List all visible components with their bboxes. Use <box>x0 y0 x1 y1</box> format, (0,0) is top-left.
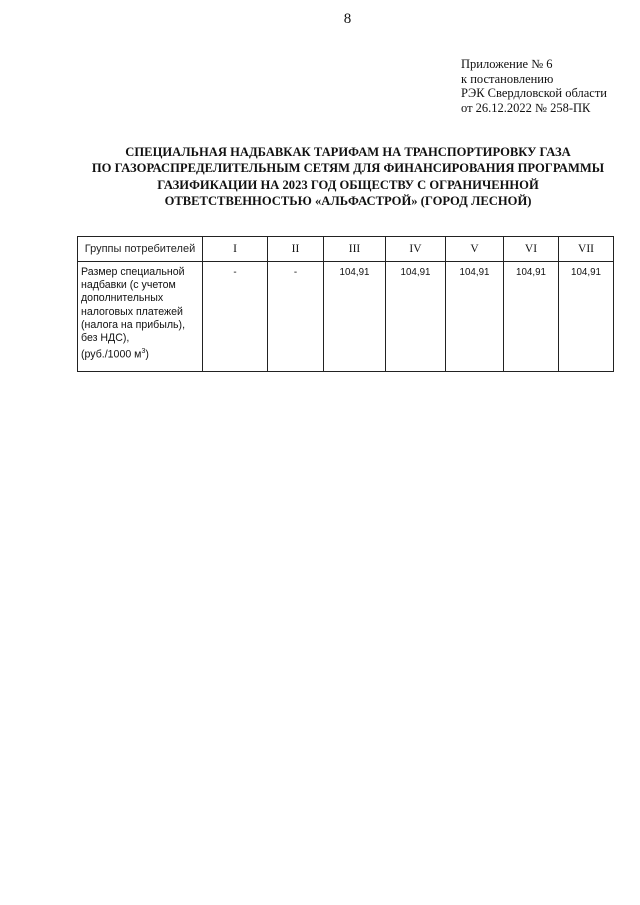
row-label-line: надбавки (с учетом <box>81 279 176 292</box>
value-cell: 104,91 <box>559 262 614 372</box>
value-cell: - <box>203 262 268 372</box>
value-cell: 104,91 <box>324 262 386 372</box>
title-line: ГАЗИФИКАЦИИ НА 2023 ГОД ОБЩЕСТВУ С ОГРАНИЧЕННОЙ <box>157 177 539 192</box>
header-cell: V <box>446 237 504 262</box>
header-cell: II <box>268 237 324 262</box>
row-label-unit <box>81 345 200 362</box>
page-number: 8 <box>343 11 352 27</box>
table-row <box>78 262 614 372</box>
unit-text: (руб./1000 м <box>81 348 142 361</box>
title-line: ОТВЕТСТВЕННОСТЬЮ «АЛЬФАСТРОЙ» (ГОРОД ЛЕСНОЙ) <box>164 193 532 208</box>
title-line: СПЕЦИАЛЬНАЯ НАДБАВКАК ТАРИФАМ НА ТРАНСПОРТИРОВКУ ГАЗА <box>125 145 571 159</box>
appendix-line: к постановлению <box>461 71 554 86</box>
header-cell: IV <box>386 237 446 262</box>
header-cell: VII <box>559 237 614 262</box>
document-title <box>70 144 626 209</box>
value-cell: 104,91 <box>446 262 504 372</box>
table-header-row <box>78 237 614 262</box>
value-cell: 104,91 <box>504 262 559 372</box>
row-label-line: налоговых платежей <box>81 305 183 318</box>
header-cell: III <box>324 237 386 262</box>
value-cell: 104,91 <box>386 262 446 372</box>
header-cell-groups: Группы потребителей <box>78 237 203 262</box>
unit-text-end: ) <box>145 348 149 361</box>
header-cell: I <box>203 237 268 262</box>
header-cell: VI <box>504 237 559 262</box>
row-label-line: без НДС), <box>81 332 130 345</box>
appendix-line: от 26.12.2022 № 258-ПК <box>461 100 591 115</box>
row-label-line: дополнительных <box>81 292 164 305</box>
appendix-line: Приложение № 6 <box>461 57 553 71</box>
row-label-cell <box>78 262 203 372</box>
unit-superscript: 3 <box>141 348 146 356</box>
surcharge-table <box>77 236 614 372</box>
title-line: ПО ГАЗОРАСПРЕДЕЛИТЕЛЬНЫМ СЕТЯМ ДЛЯ ФИНАНСИРОВАНИЯ ПРОГРАММЫ <box>91 161 605 176</box>
row-label-line: (налога на прибыль), <box>81 318 186 331</box>
row-label-line: Размер специальной <box>81 266 185 278</box>
appendix-reference <box>461 57 607 115</box>
value-cell: - <box>268 262 324 372</box>
appendix-line: РЭК Свердловской области <box>461 86 607 100</box>
